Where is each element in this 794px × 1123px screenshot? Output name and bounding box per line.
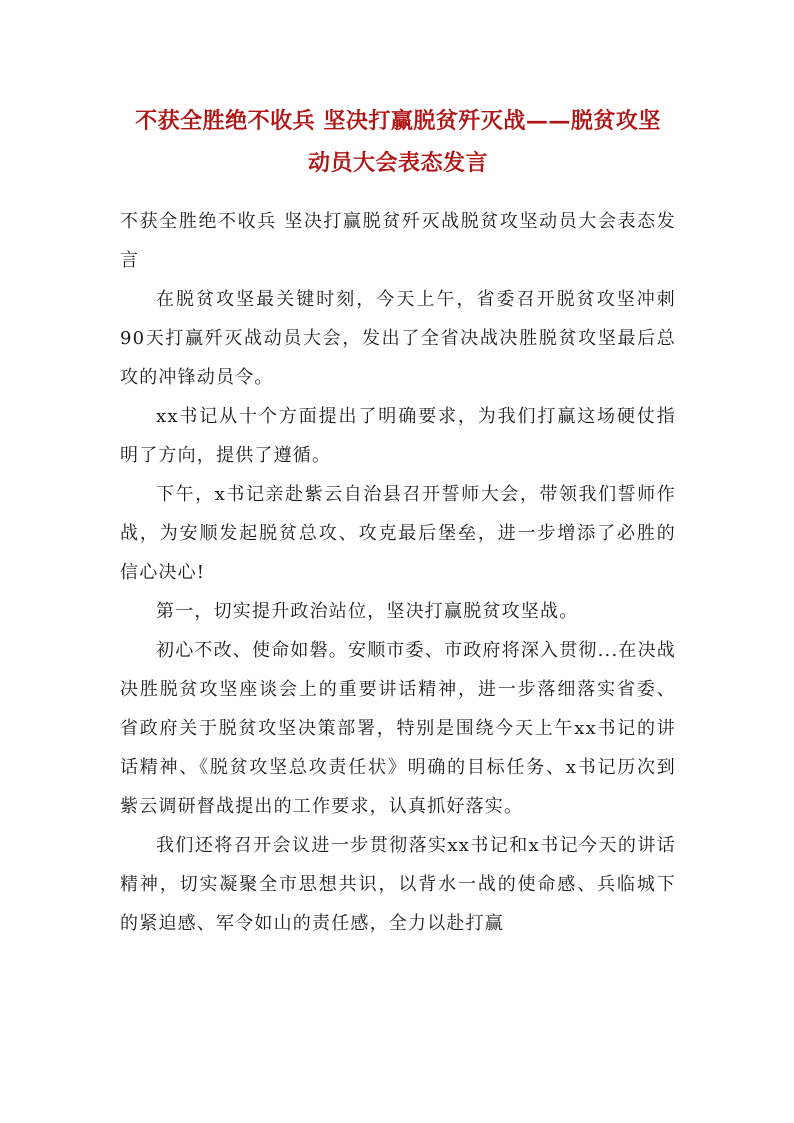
paragraph-heading: 第一，切实提升政治站位，坚决打赢脱贫攻坚战。 — [156, 601, 579, 622]
document-title: 不获全胜绝不收兵 坚决打赢脱贫歼灭战——脱贫攻坚动员大会表态发言 — [135, 108, 661, 176]
paragraph-subtitle: 不获全胜绝不收兵 坚决打赢脱贫歼灭战脱贫攻坚动员大会表态发言 — [120, 211, 676, 271]
paragraph-body: xx书记从十个方面提出了明确要求，为我们打赢这场硬仗指明了方向，提供了遵循。 — [120, 406, 676, 466]
paragraph-body: 在脱贫攻坚最关键时刻，今天上午，省委召开脱贫攻坚冲刺90天打赢歼灭战动员大会，发出了全省决战决胜脱贫攻坚最后总攻的冲锋动员令。 — [120, 289, 676, 388]
paragraph-body: 下午，x书记亲赴紫云自治县召开誓师大会，带领我们誓师作战，为安顺发起脱贫总攻、攻克最后堡垒，进一步增添了必胜的信心决心! — [120, 484, 676, 583]
paragraph-body: 我们还将召开会议进一步贯彻落实xx书记和x书记今天的讲话精神，切实凝聚全市思想共识，以背水一战的使命感、兵临城下的紧迫感、军令如山的责任感，全力以赴打赢 — [120, 835, 676, 934]
paragraph-body: 初心不改、使命如磐。安顺市委、市政府将深入贯彻...在决战决胜脱贫攻坚座谈会上的重要讲话精神，进一步落细落实省委、省政府关于脱贫攻坚决策部署，特别是围绕今天上午xx书记的讲话精神、《脱贫攻坚总攻责任状》明确的目标任务、x书记历次到紫云调研督战提出的工作要求，认真抓好落实。 — [120, 640, 676, 817]
